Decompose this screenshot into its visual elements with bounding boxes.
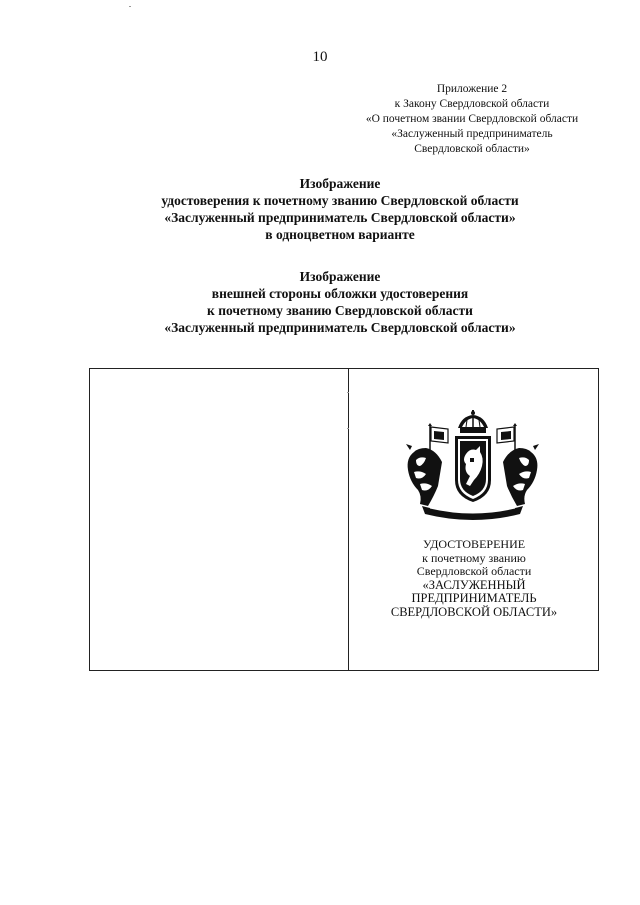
appendix-line: «Заслуженный предприниматель	[391, 128, 553, 140]
section-title-line: Изображение	[299, 269, 381, 284]
cover-line: УДОСТОВЕРЕНИЕ	[422, 537, 526, 551]
section-title-line: «Заслуженный предприниматель Свердловской области»	[164, 320, 516, 335]
section-title	[60, 268, 620, 336]
cover-line: к почетному званию	[422, 550, 526, 565]
appendix-header	[352, 82, 592, 157]
appendix-line: к Закону Свердловской области	[394, 98, 550, 110]
ribbon-icon	[422, 506, 523, 520]
scan-artifact	[129, 6, 131, 7]
cover-fold-divider	[348, 368, 349, 671]
cover-line: Свердловской области	[416, 564, 532, 578]
cover-title-line: ПРЕДПРИНИМАТЕЛЬ	[411, 591, 537, 605]
supporter-left-icon	[406, 444, 442, 506]
section-title-line: к почетному званию Свердловской области	[207, 303, 473, 318]
supporter-right-icon	[503, 444, 539, 506]
shield-icon	[455, 436, 491, 502]
appendix-line: Приложение 2	[436, 83, 508, 95]
title-line: в одноцветном варианте	[265, 227, 415, 242]
section-title-line: внешней стороны обложки удостоверения	[211, 286, 469, 301]
scan-artifact	[347, 392, 349, 393]
cover-title-line: «ЗАСЛУЖЕННЫЙ	[422, 577, 526, 592]
title-line: удостоверения к почетному званию Свердловской области	[161, 193, 519, 208]
appendix-line: «О почетном звании Свердловской области	[365, 113, 579, 125]
scan-artifact	[347, 428, 349, 429]
appendix-line: Свердловской области»	[414, 143, 530, 155]
cover-title-line: СВЕРДЛОВСКОЙ ОБЛАСТИ»	[390, 604, 558, 619]
title-line: «Заслуженный предприниматель Свердловской области»	[164, 210, 516, 225]
document-title	[60, 175, 620, 243]
sverdlovsk-coat-of-arms-icon	[400, 410, 545, 520]
certificate-cover-text	[355, 538, 593, 619]
page-number: 10	[312, 49, 328, 65]
crown-icon	[458, 410, 488, 433]
title-line: Изображение	[299, 176, 381, 191]
